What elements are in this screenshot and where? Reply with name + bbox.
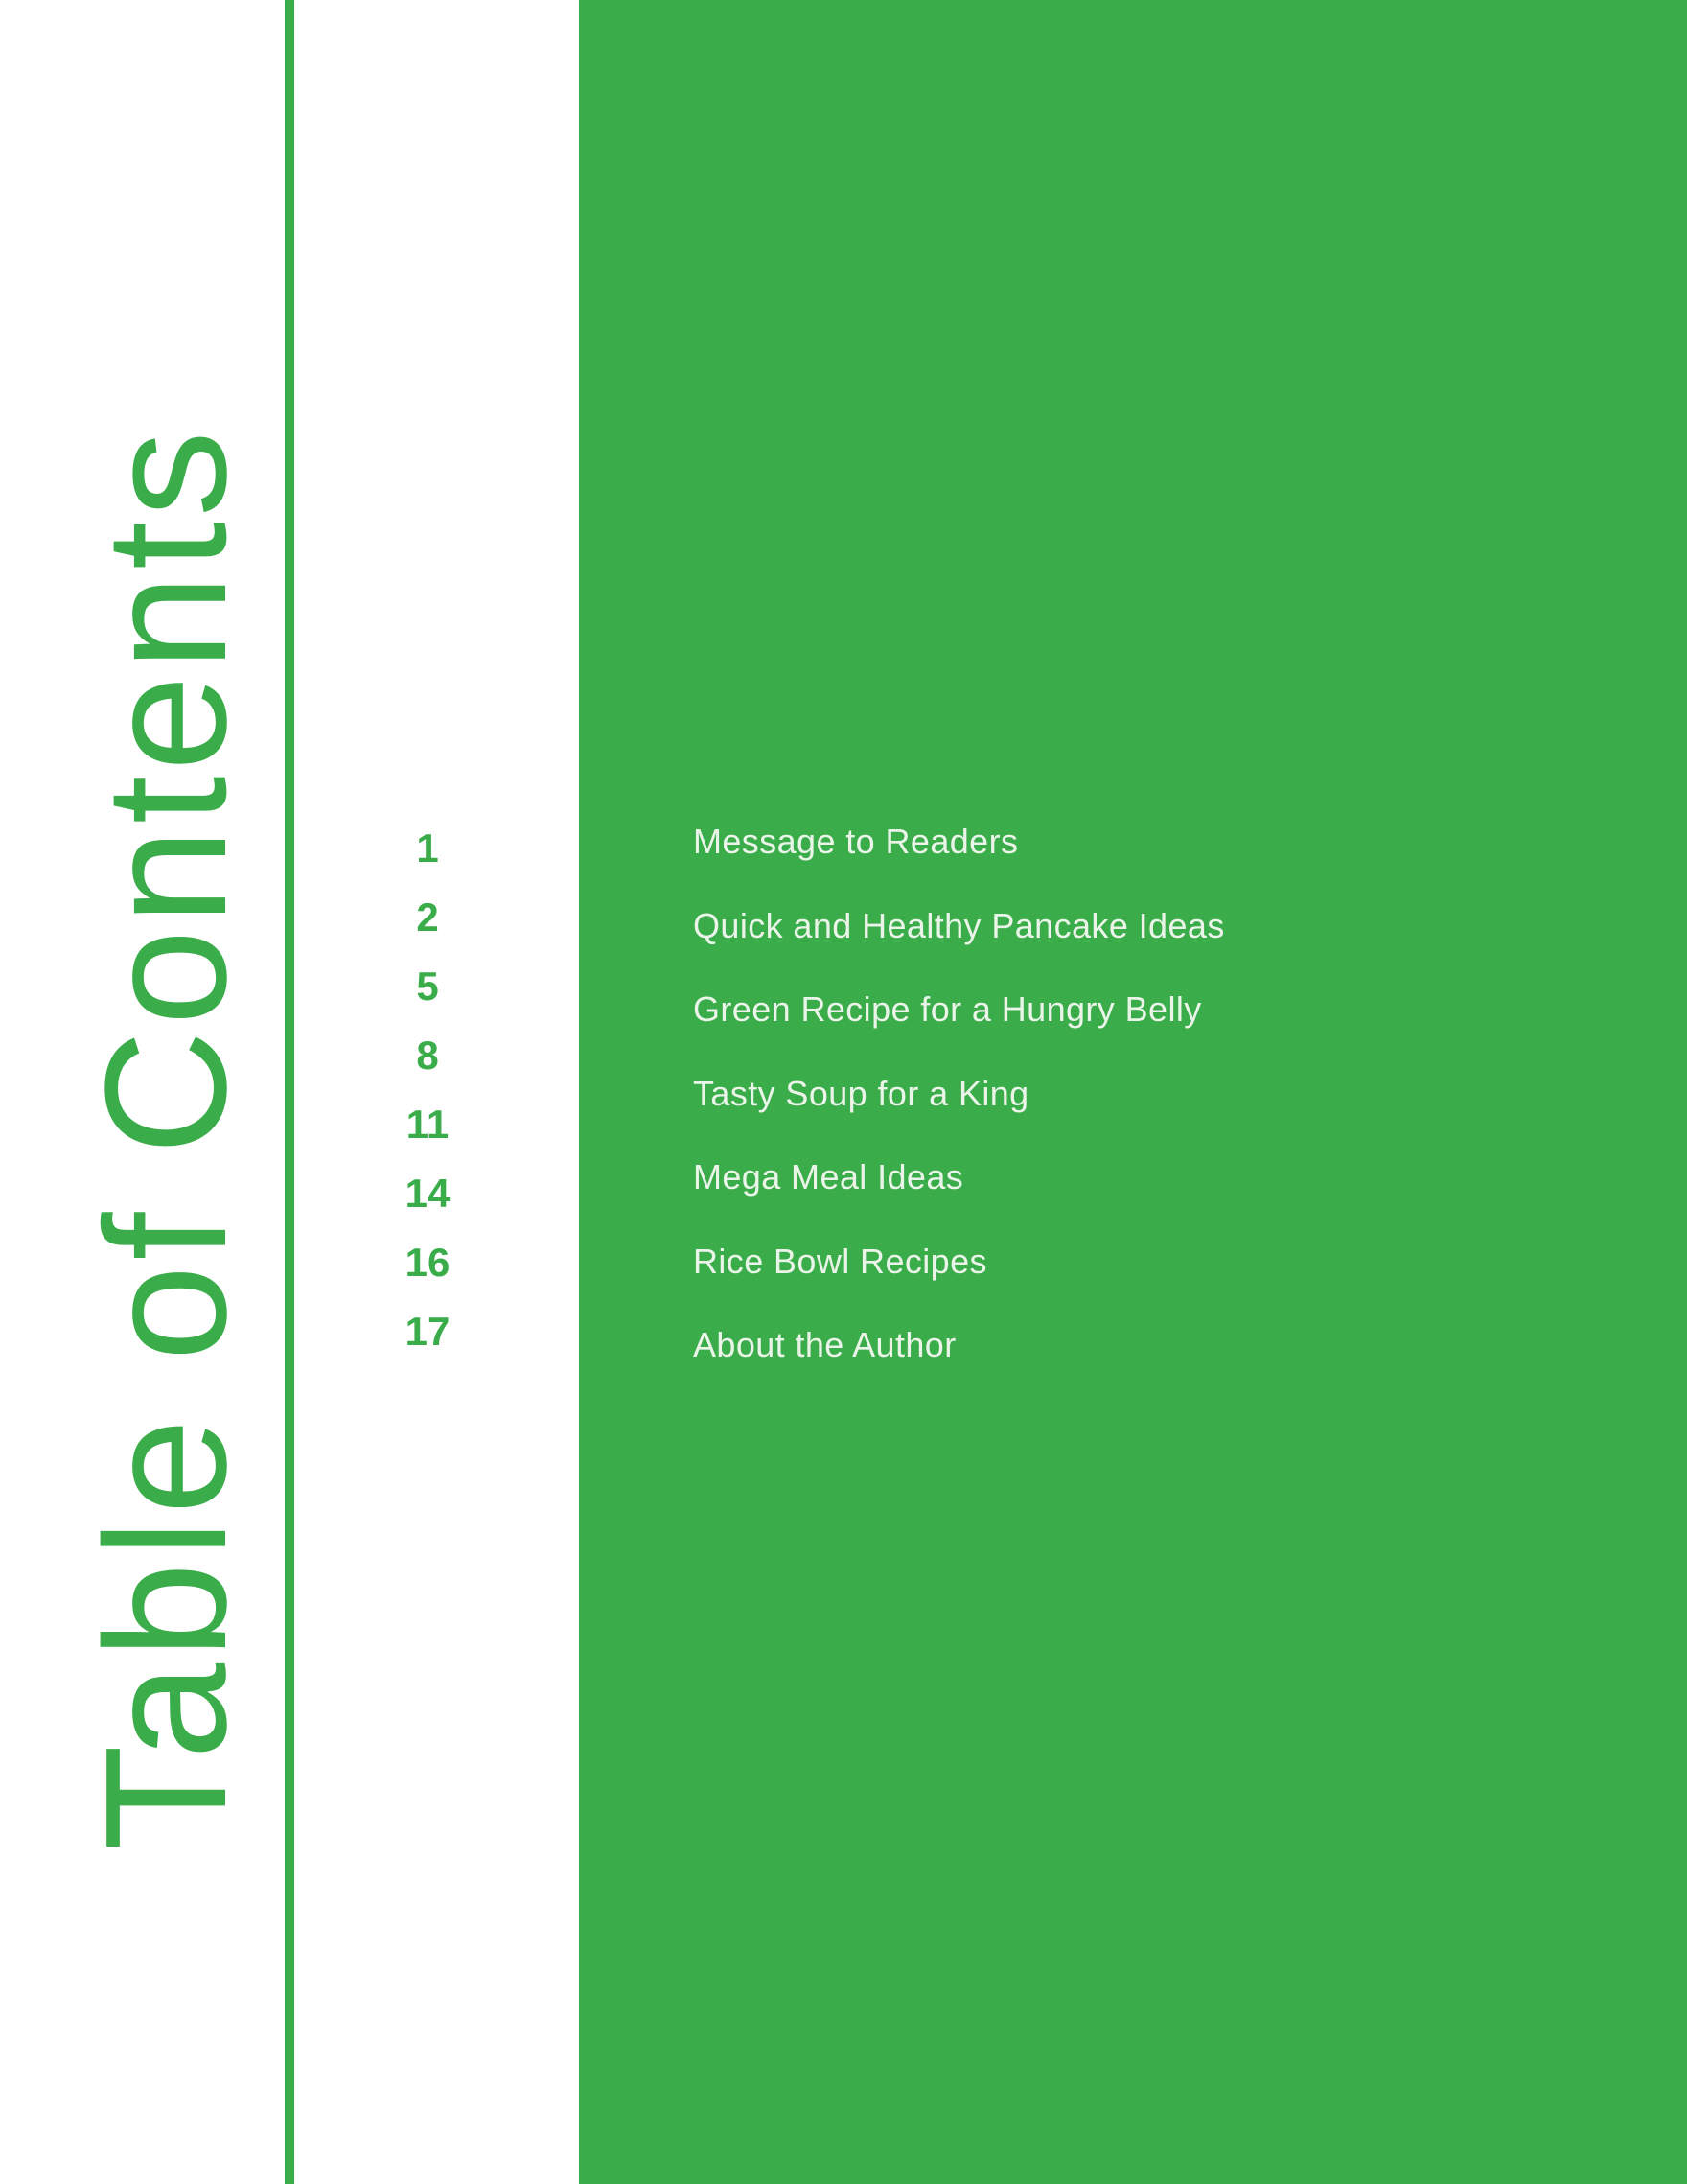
toc-page-number: 11 [405,1102,450,1147]
toc-entry: Green Recipe for a Hungry Belly [693,989,1202,1029]
toc-entry: Rice Bowl Recipes [693,1241,987,1281]
divider-line [285,0,294,2184]
toc-page-number: 17 [404,1309,451,1354]
entries-list [693,800,1556,1387]
toc-page-number: 8 [416,1033,439,1078]
toc-page-number: 1 [416,825,439,871]
toc-page-number: 14 [404,1171,451,1216]
page-title: Table of Contents [70,426,263,1850]
toc-page-number: 2 [416,895,439,940]
toc-entry: Mega Meal Ideas [693,1157,964,1197]
toc-page-number: 16 [404,1240,451,1285]
toc-entry: Quick and Healthy Pancake Ideas [693,905,1225,945]
toc-entry: About the Author [693,1325,957,1364]
toc-page-number: 5 [416,964,439,1009]
page-numbers-column [380,814,475,1366]
toc-entry: Tasty Soup for a King [693,1073,1029,1113]
toc-entry: Message to Readers [693,822,1019,861]
